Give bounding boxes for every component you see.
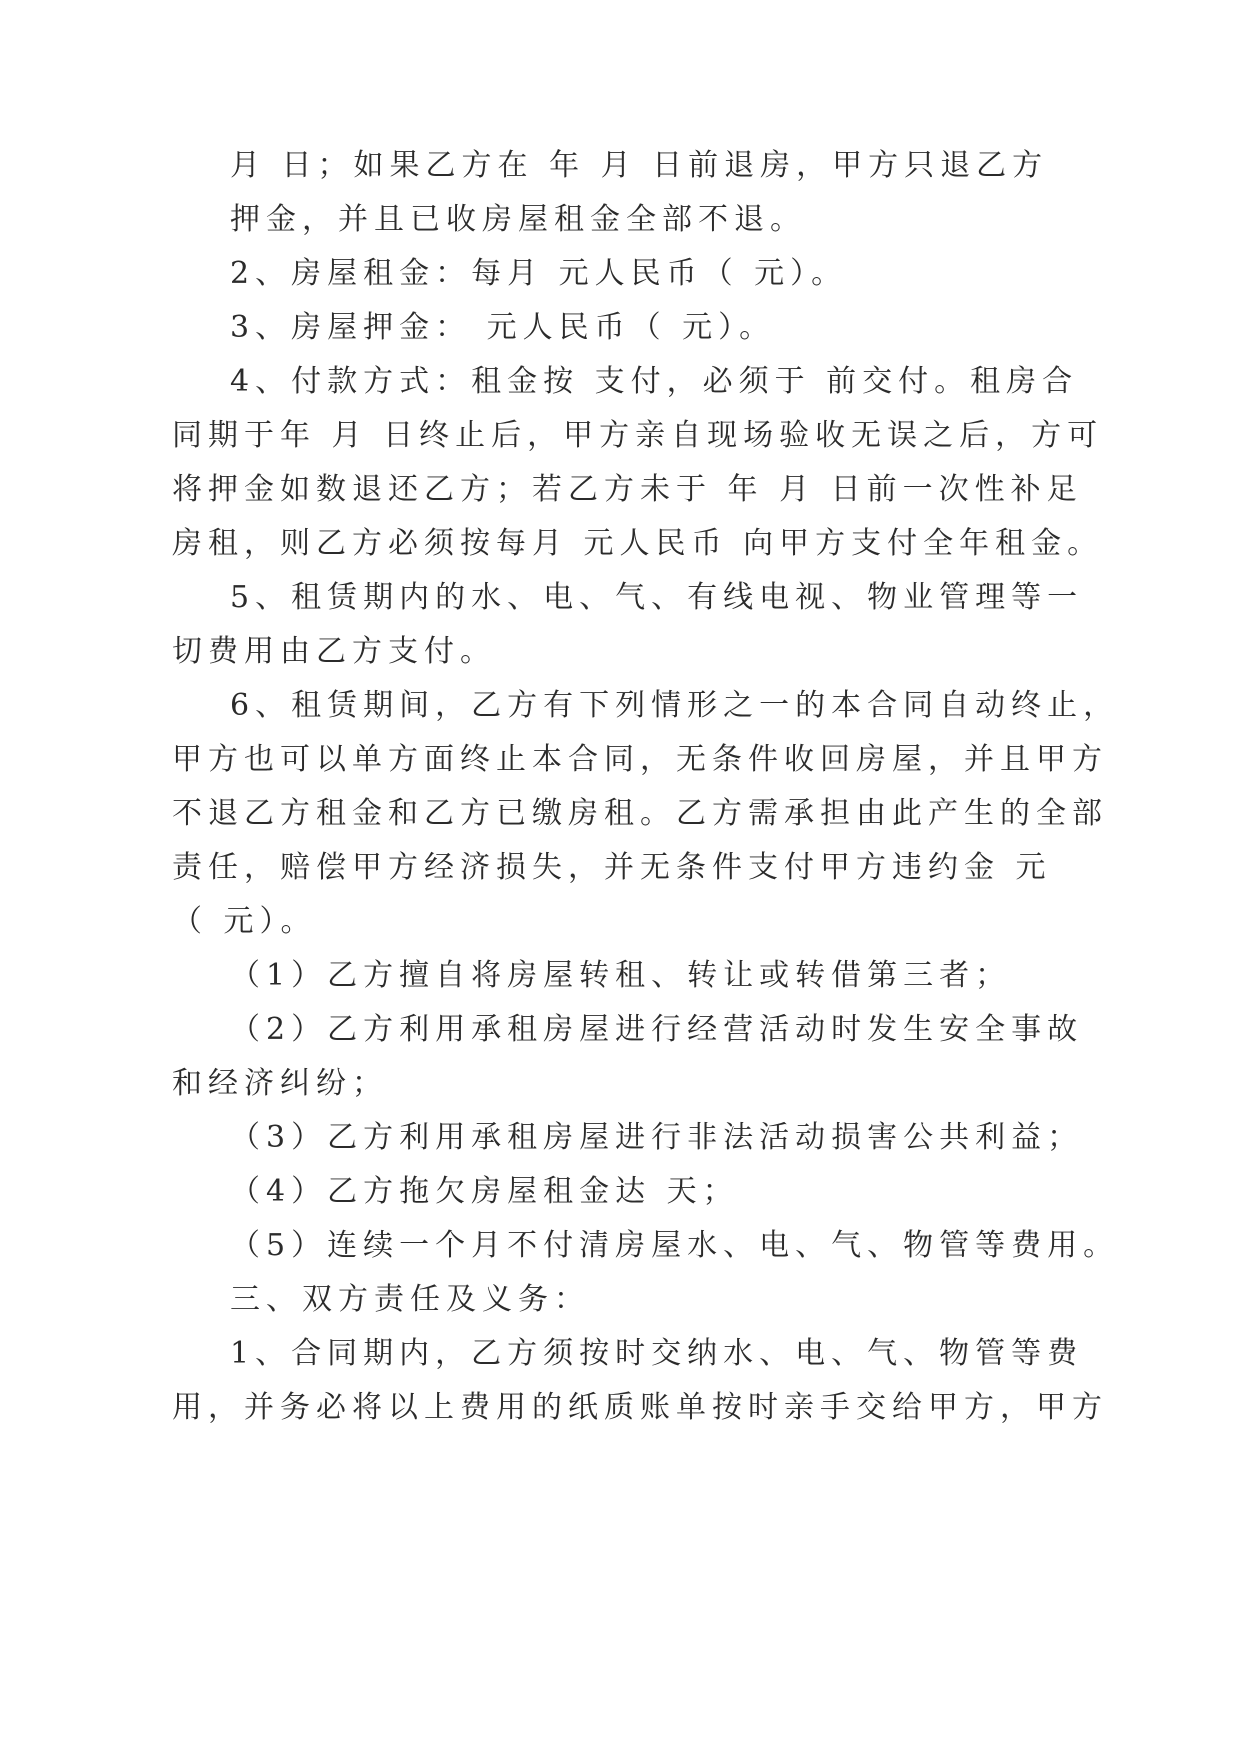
- text-line: （5）连续一个月不付清房屋水、电、气、物管等费用。: [230, 1228, 1120, 1263]
- text-line: （ 元）。: [172, 904, 317, 939]
- text-line: （4）乙方拖欠房屋租金达 天；: [230, 1174, 739, 1209]
- text-line: 房租，则乙方必须按每月 元人民币 向甲方支付全年租金。: [172, 526, 1104, 561]
- text-line: 和经济纠纷；: [172, 1066, 388, 1101]
- text-line: （3）乙方利用承租房屋进行非法活动损害公共利益；: [230, 1120, 1084, 1155]
- text-line: 用，并务必将以上费用的纸质账单按时亲手交给甲方，甲方: [172, 1390, 1108, 1425]
- text-line: 6、租赁期间，乙方有下列情形之一的本合同自动终止，: [230, 688, 1120, 723]
- text-line: 不退乙方租金和乙方已缴房租。乙方需承担由此产生的全部: [172, 796, 1108, 831]
- text-line: 3、房屋押金： 元人民币（ 元）。: [230, 310, 776, 345]
- text-line: 甲方也可以单方面终止本合同，无条件收回房屋，并且甲方: [172, 742, 1108, 777]
- text-line: 2、房屋租金：每月 元人民币（ 元）。: [230, 256, 848, 291]
- text-line: 三、双方责任及义务：: [230, 1282, 590, 1317]
- text-line: 4、付款方式：租金按 支付，必须于 前交付。租房合: [230, 364, 1079, 399]
- text-line: 责任，赔偿甲方经济损失，并无条件支付甲方违约金 元: [172, 850, 1052, 885]
- text-line: 同期于年 月 日终止后，甲方亲自现场验收无误之后，方可: [172, 418, 1104, 453]
- text-line: 切费用由乙方支付。: [172, 634, 496, 669]
- text-line: 将押金如数退还乙方；若乙方未于 年 月 日前一次性补足: [172, 472, 1083, 507]
- text-line: 月 日；如果乙方在 年 月 日前退房，甲方只退乙方: [230, 148, 1049, 183]
- text-line: 1、合同期内，乙方须按时交纳水、电、气、物管等费: [230, 1336, 1084, 1371]
- text-line: （1）乙方擅自将房屋转租、转让或转借第三者；: [230, 958, 1012, 993]
- text-line: 押金，并且已收房屋租金全部不退。: [230, 202, 806, 237]
- text-line: （2）乙方利用承租房屋进行经营活动时发生安全事故: [230, 1012, 1084, 1047]
- text-line: 5、租赁期内的水、电、气、有线电视、物业管理等一: [230, 580, 1084, 615]
